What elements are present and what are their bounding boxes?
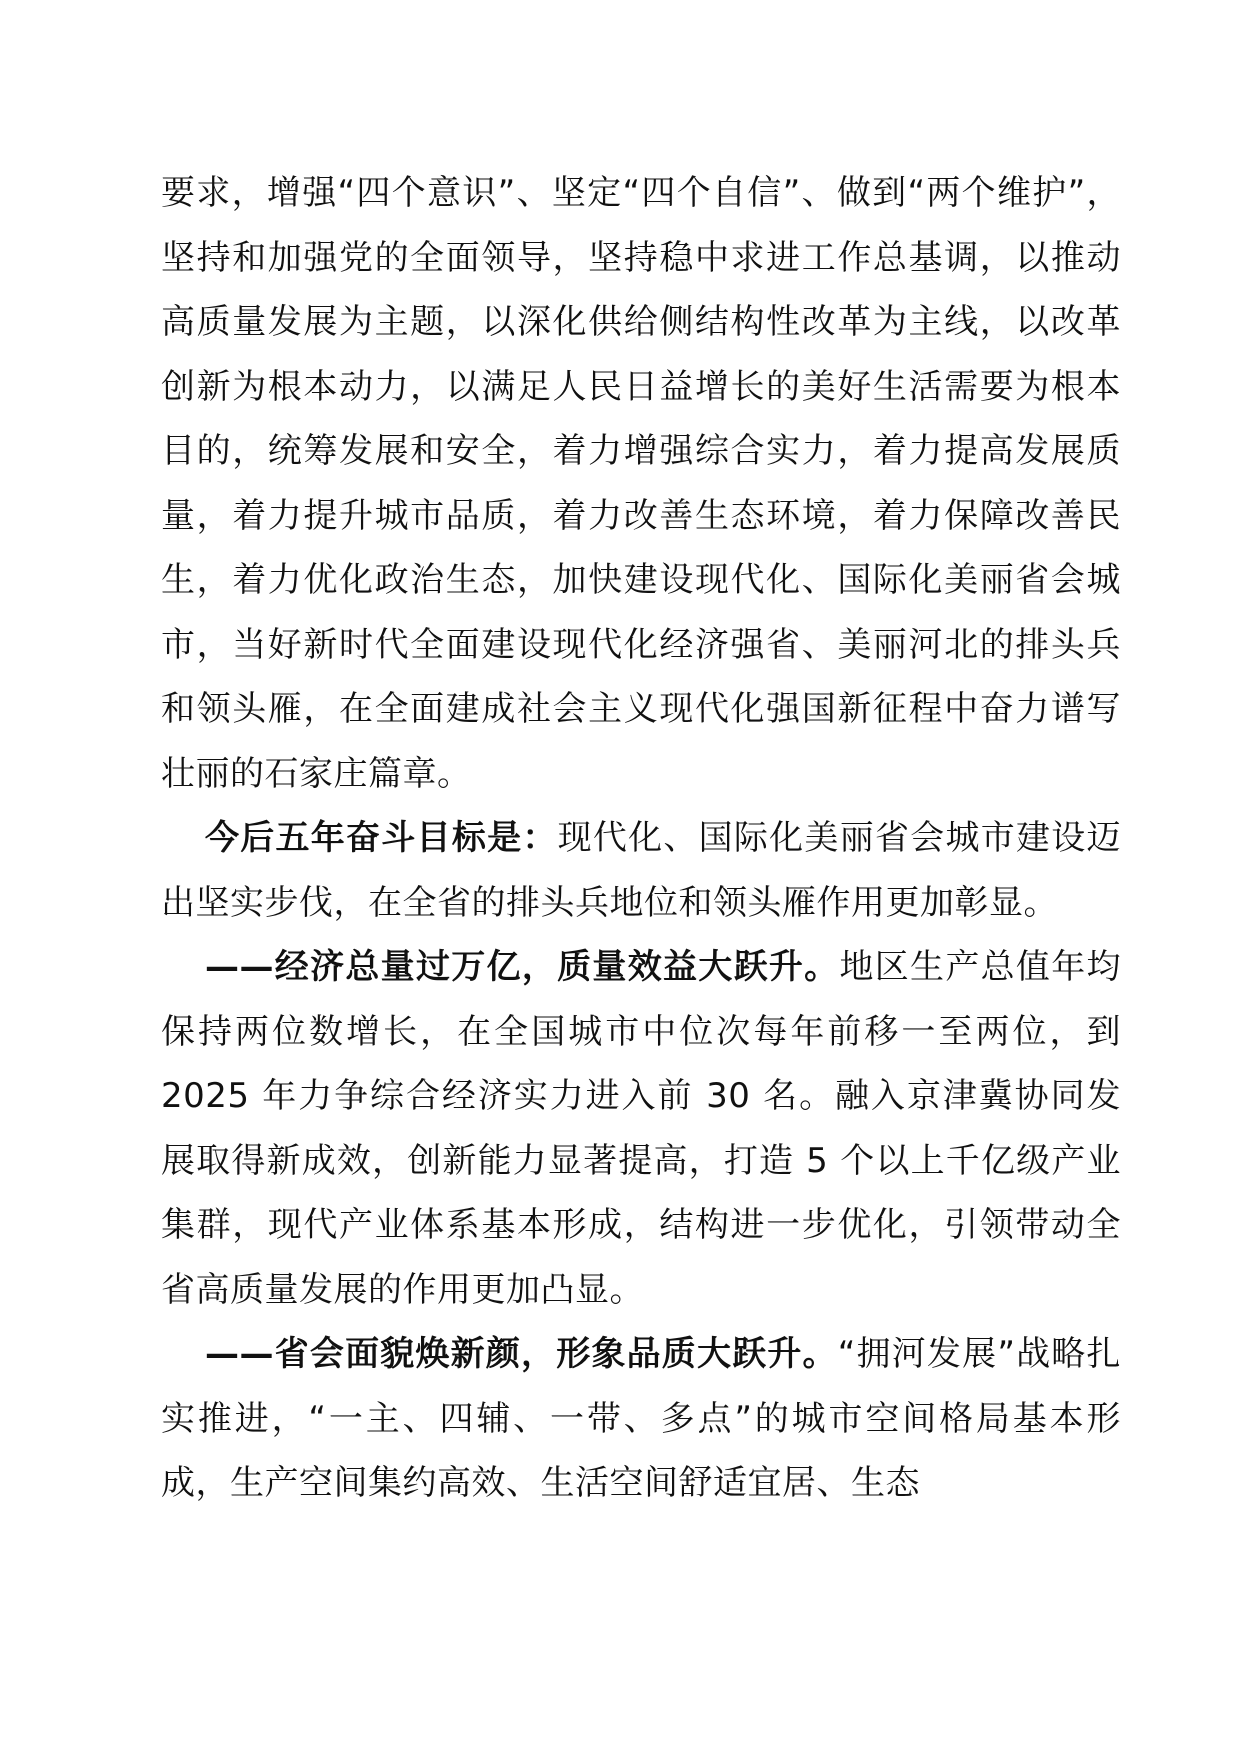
paragraph-lead: ——经济总量过万亿，质量效益大跃升。 (205, 947, 840, 987)
paragraph-continuation (161, 161, 1121, 806)
paragraph-text: “拥河发展”战略扎实推进，“一主、四辅、一带、多点”的城市空间格局基本形成，生产空间集约高效、生活空间舒适宜居、生态 (161, 1334, 1122, 1503)
paragraph-lead: 今后五年奋斗目标是： (205, 818, 558, 858)
paragraph-city-image (161, 1322, 1121, 1516)
paragraph-lead: ——省会面貌焕新颜，形象品质大跃升。 (205, 1334, 838, 1374)
paragraph-text: 要求，增强“四个意识”、坚定“四个自信”、做到“两个维护”，坚持和加强党的全面领导，坚持稳中求进工作总基调，以推动高质量发展为主题，以深化供给侧结构性改革为主线，以改革创新为根本动力，以满足人民日益增长的美好生活需要为根本目的，统筹发展和安全，着力增强综合实力，着力提高发展质量，着力提升城市品质，着力改善生态环境，着力保障改善民生，着力优化政治生态，加快建设现代化、国际化美丽省会城市，当好新时代全面建设现代化经济强省、美丽河北的排头兵和领头雁，在全面建成社会主义现代化强国新征程中奋力谱写壮丽的石家庄篇章。 (161, 173, 1121, 794)
paragraph-text: 现代化、国际化美丽省会城市建设迈出坚实步伐，在全省的排头兵地位和领头雁作用更加彰显。 (161, 818, 1122, 923)
paragraph-goals (161, 806, 1121, 935)
paragraph-economy (161, 935, 1121, 1322)
paragraph-text: 地区生产总值年均保持两位数增长，在全国城市中位次每年前移一至两位，到 2025 年力争综合经济实力进入前 30 名。融入京津冀协同发展取得新成效，创新能力显著提高，打造 5 个以上千亿级产业集群，现代产业体系基本形成，结构进一步优化，引领带动全省高质量发展的作用更加凸显。 (161, 947, 1122, 1310)
document-page (161, 161, 1121, 1516)
